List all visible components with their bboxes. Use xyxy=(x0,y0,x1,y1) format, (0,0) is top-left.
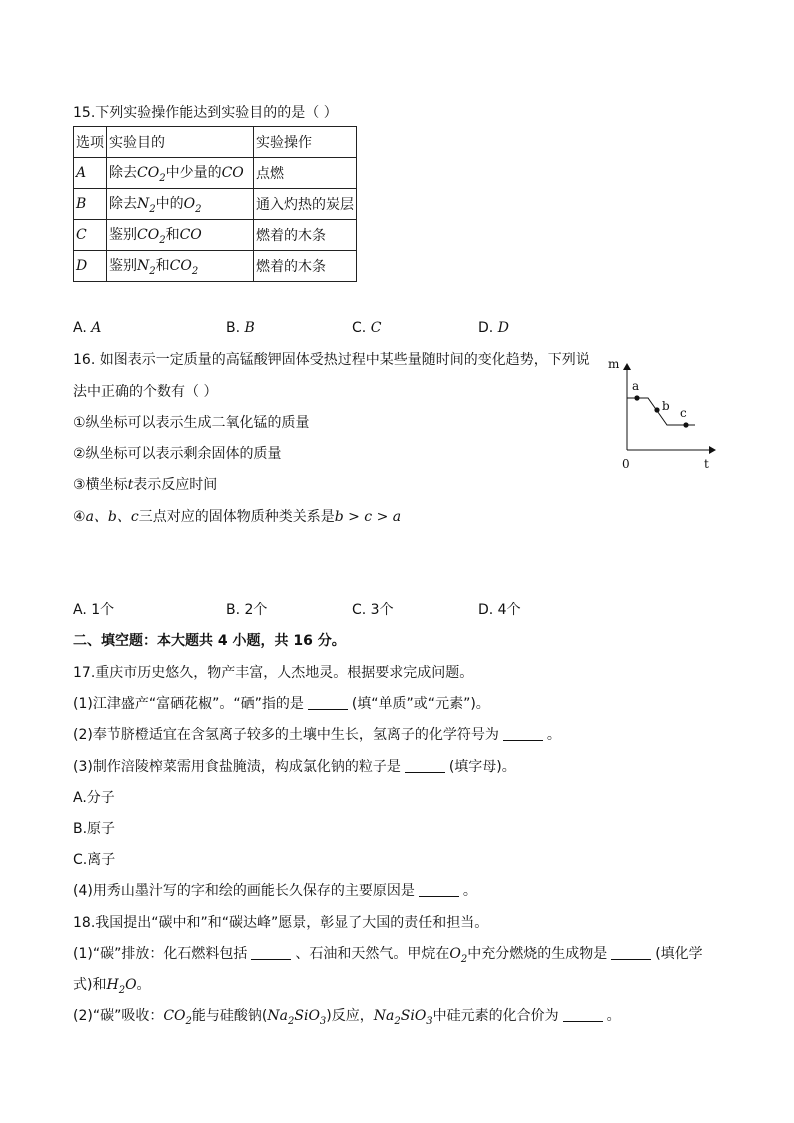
q16-stem-line1: 16. 如图表示一定质量的高锰酸钾固体受热过程中某些量随时间的变化趋势，下列说 xyxy=(73,352,590,368)
q15-option-a: A. A xyxy=(73,320,102,336)
answer-blank xyxy=(419,882,459,897)
q16-option-d: D. 4个 xyxy=(478,602,521,618)
q17-option-c: C.离子 xyxy=(73,852,116,868)
q17-part-4: (4)用秀山墨汁写的字和绘的画能长久保存的主要原因是 。 xyxy=(73,883,477,899)
q18-part-1: (1)“碳”排放：化石燃料包括 、石油和天然气。甲烷在$O_2$中充分燃烧的生成物是 (填化学 xyxy=(73,946,703,965)
q17-stem: 17.重庆市历史悠久，物产丰富，人杰地灵。根据要求完成问题。 xyxy=(73,665,474,681)
point-c-label: c xyxy=(680,406,687,420)
q16-statement-2: ②纵坐标可以表示剩余固体的质量 xyxy=(73,446,282,462)
q16-graph xyxy=(600,352,725,477)
q15-option-b: B. B xyxy=(226,320,255,336)
point-b-label: b xyxy=(662,399,670,413)
q17-option-b: B.原子 xyxy=(73,821,116,837)
q15-option-d: D. D xyxy=(478,320,509,336)
header-option: 选项 xyxy=(74,127,107,158)
row-operation: 点燃 xyxy=(254,158,357,189)
row-operation: 通入灼热的炭层 xyxy=(254,189,357,220)
row-option: C xyxy=(74,220,107,251)
q16-statement-1: ①纵坐标可以表示生成二氧化锰的质量 xyxy=(73,415,310,431)
table-header-row xyxy=(74,127,357,158)
q17-option-a: A.分子 xyxy=(73,790,115,806)
q17-part-1: (1)江津盛产“富硒花椒”。“硒”指的是 (填“单质”或“元素”)。 xyxy=(73,696,490,712)
point-a-label: a xyxy=(632,379,640,393)
answer-blank xyxy=(611,945,651,960)
q18-part-2: (2)“碳”吸收：$CO_2$能与硅酸钠$(Na_2SiO_3)$反应，$Na_2SiO_3$中硅元素的化合价为 。 xyxy=(73,1008,621,1027)
answer-blank xyxy=(251,945,291,960)
origin-label: 0 xyxy=(622,457,630,471)
row-operation: 燃着的木条 xyxy=(254,220,357,251)
row-goal: 除去$CO_2$中少量的CO xyxy=(107,158,254,189)
q16-option-a: A. 1个 xyxy=(73,602,115,618)
q15-option-c: C. C xyxy=(352,320,382,336)
point-b-dot xyxy=(654,407,659,412)
q17-part-2: (2)奉节脐橙适宜在含氢离子较多的土壤中生长，氢离子的化学符号为 。 xyxy=(73,727,561,743)
q16-option-b: B. 2个 xyxy=(226,602,268,618)
q15-table xyxy=(73,126,357,282)
q18-part-1-line2: 式)和$H_2O$。 xyxy=(73,977,151,996)
row-option: A xyxy=(74,158,107,189)
table-row xyxy=(74,220,357,251)
row-option: D xyxy=(74,251,107,282)
answer-blank xyxy=(308,695,348,710)
table-row xyxy=(74,251,357,282)
answer-blank xyxy=(563,1007,603,1022)
y-axis-label: m xyxy=(608,357,620,371)
row-goal: 鉴别$CO_2$和CO xyxy=(107,220,254,251)
point-c-dot xyxy=(683,422,688,427)
row-goal: 除去$N_2$中的$O_2$ xyxy=(107,189,254,220)
header-goal: 实验目的 xyxy=(107,127,254,158)
q16-option-c: C. 3个 xyxy=(352,602,394,618)
q18-stem: 18.我国提出“碳中和”和“碳达峰”愿景，彰显了大国的责任和担当。 xyxy=(73,915,489,931)
q16-statement-4: ④a、b、c三点对应的固体物质种类关系是b > c > a xyxy=(73,509,402,525)
table-row xyxy=(74,158,357,189)
x-axis-label: t xyxy=(704,457,709,471)
header-operation: 实验操作 xyxy=(254,127,357,158)
row-goal: 鉴别$N_2$和$CO_2$ xyxy=(107,251,254,282)
row-operation: 燃着的木条 xyxy=(254,251,357,282)
q16-statement-3: ③横坐标t表示反应时间 xyxy=(73,477,218,493)
answer-blank xyxy=(503,726,543,741)
point-a-dot xyxy=(634,395,639,400)
row-option: B xyxy=(74,189,107,220)
answer-blank xyxy=(405,758,445,773)
table-row xyxy=(74,189,357,220)
section-heading: 二、填空题：本大题共 4 小题，共 16 分。 xyxy=(73,633,346,649)
q16-stem-line2: 法中正确的个数有（ ） xyxy=(73,384,218,400)
q17-part-3: (3)制作涪陵榨菜需用食盐腌渍，构成氯化钠的粒子是 (填字母)。 xyxy=(73,759,516,775)
q15-stem: 15.下列实验操作能达到实验目的的是（ ） xyxy=(73,105,338,121)
